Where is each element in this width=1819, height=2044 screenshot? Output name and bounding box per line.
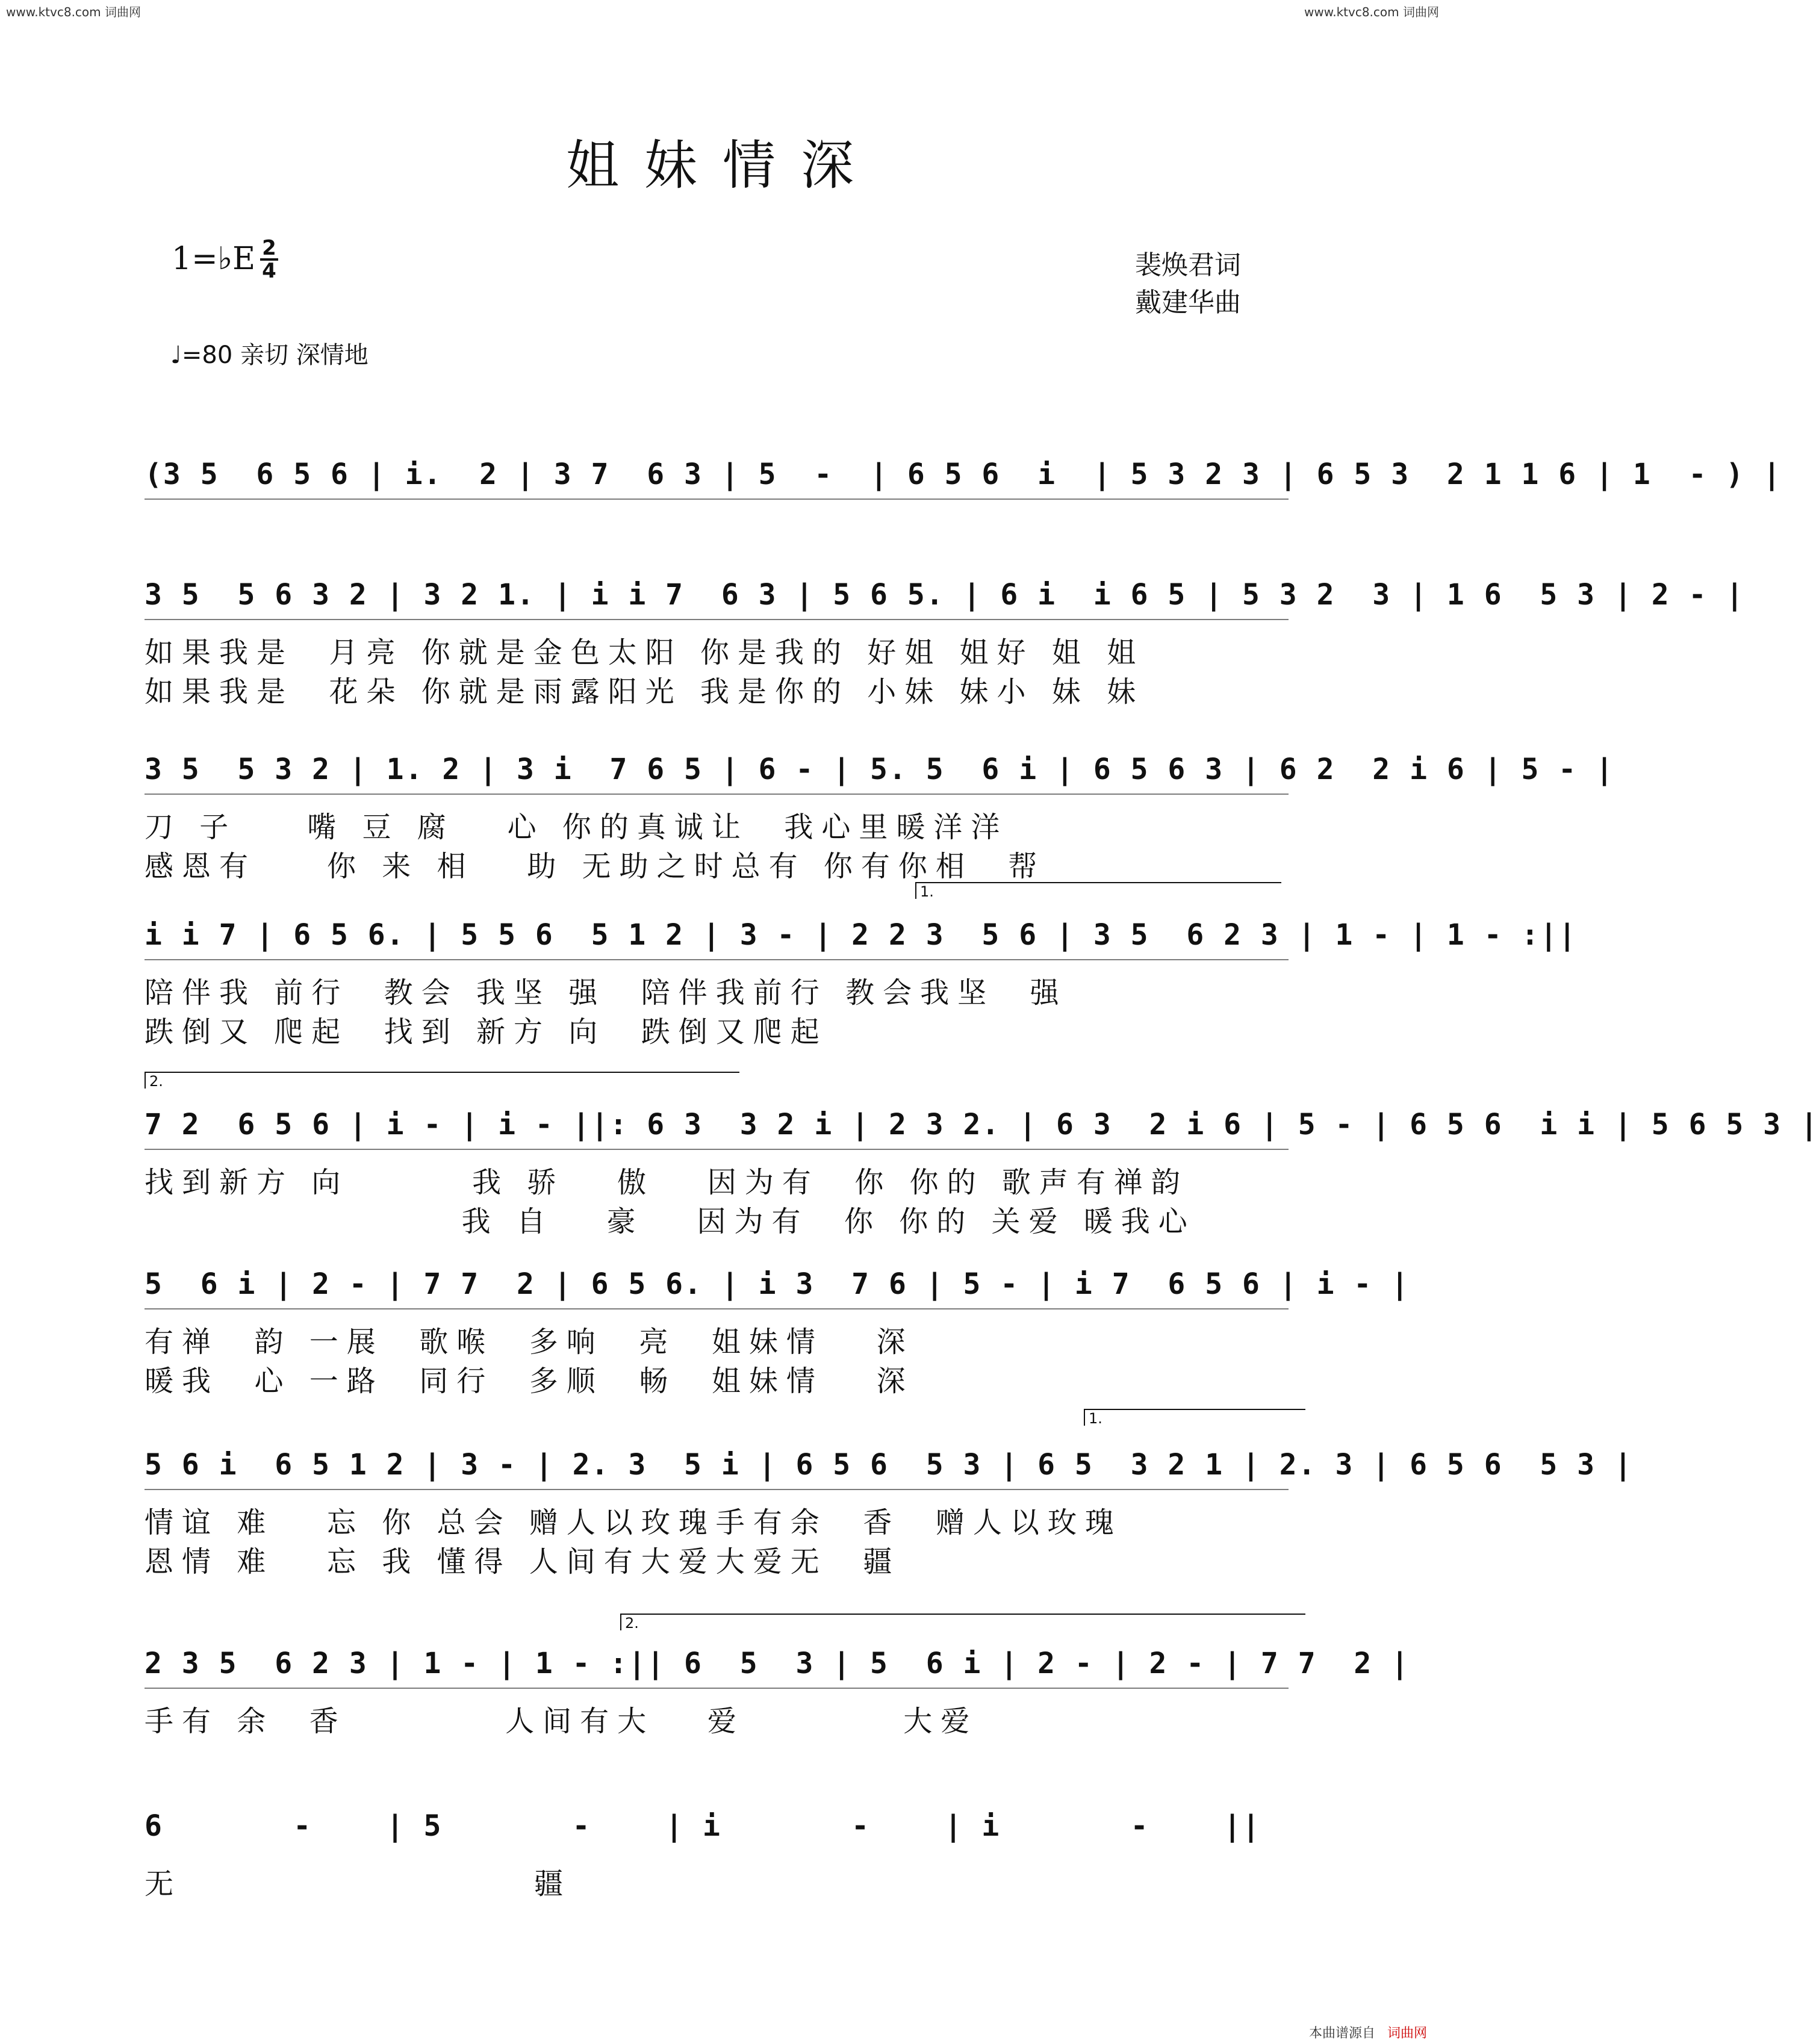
underline [145, 499, 1289, 500]
notation-line: 5 6 i | 2 - | 7 7 2 | 6 5 6. | i 3 7 6 | 5 - | i 7 6 5 6 | i - | [145, 1267, 1410, 1301]
score-row-6 [145, 1267, 1410, 1406]
underline [145, 959, 1289, 960]
lyrics-verse-1: 情谊 难 忘 你 总会 赠人以玫瑰手有余 香 赠人以玫瑰 [145, 1506, 1122, 1539]
watermark-top-left: www.ktvc8.com 词曲网 [6, 5, 141, 19]
underline [145, 1688, 1289, 1689]
underline [145, 1149, 1289, 1150]
tempo-marking: ♩=80 亲切 深情地 [170, 341, 368, 369]
score-title: 姐妹情深 [565, 134, 879, 196]
lyrics-verse-2: 我 自 豪 因为有 你 你的 关爱 暖我心 [145, 1205, 1196, 1238]
lyrics-verse-1: 陪伴我 前行 教会 我坚 强 陪伴我前行 教会我坚 强 [145, 976, 1068, 1010]
footer-site-logo: 词曲网 [1387, 2026, 1427, 2041]
time-signature [260, 238, 278, 281]
lyrics-verse-1: 有禅 韵 一展 歌喉 多响 亮 姐妹情 深 [145, 1325, 914, 1359]
lyricist: 裴焕君词 [1135, 250, 1241, 281]
lyrics-verse-1: 无 疆 [145, 1867, 572, 1901]
score-row-3 [145, 753, 1614, 891]
score-row-4 [145, 883, 1578, 1063]
volta-bracket: 2. [145, 1072, 739, 1089]
score-row-1 [145, 458, 1782, 542]
lyrics-verse-2: 感恩有 你 来 相 助 无助之时总有 你有你相 帮 [145, 850, 1046, 883]
volta-bracket: 1. [1084, 1409, 1305, 1426]
notation-line: (3 5 6 5 6 | i. 2 | 3 7 6 3 | 5 - | 6 5 6 i | 5 3 2 3 | 6 5 3 2 1 1 6 | 1 - ) | [145, 458, 1782, 491]
notation-line: 3 5 5 6 3 2 | 3 2 1. | i i 7 6 3 | 5 6 5. | 6 i i 6 5 | 5 3 2 3 | 1 6 5 3 | 2 - | [145, 578, 1745, 612]
score-row-2 [145, 578, 1745, 716]
score-row-8 [145, 1615, 1410, 1749]
underline [145, 619, 1289, 620]
notation-line: 7 2 6 5 6 | i - | i - ||: 6 3 3 2 i | 2 3 2. | 6 3 2 i 6 | 5 - | 6 5 6 i i | 5 6 5 3 | [145, 1108, 1819, 1142]
notation-line: 2 3 5 6 2 3 | 1 - | 1 - :|| 6 5 3 | 5 6 i | 2 - | 2 - | 7 7 2 | [145, 1647, 1410, 1680]
footer-watermark [1309, 2023, 1427, 2042]
time-numerator: 2 [262, 236, 276, 260]
score-row-7 [145, 1410, 1633, 1586]
lyrics-verse-2: 跌倒又 爬起 找到 新方 向 跌倒又爬起 [145, 1015, 828, 1049]
lyrics-verse-2: 暖我 心 一路 同行 多顺 畅 姐妹情 深 [145, 1364, 914, 1398]
composer: 戴建华曲 [1135, 287, 1241, 318]
lyrics-verse-1: 如果我是 月亮 你就是金色太阳 你是我的 好姐 姐好 姐 姐 [145, 636, 1145, 669]
lyrics-verse-1: 找到新方 向 我 骄 傲 因为有 你 你的 歌声有禅韵 [145, 1166, 1189, 1199]
notation-line: 6 - | 5 - | i - | i - || [145, 1809, 1261, 1843]
lyrics-verse-1: 手有 余 香 人间有大 爱 大爱 [145, 1704, 978, 1738]
lyrics-verse-1: 刀 子 嘴 豆 腐 心 你的真诚让 我心里暖洋洋 [145, 810, 1009, 844]
notation-line: i i 7 | 6 5 6. | 5 5 6 5 1 2 | 3 - | 2 2 3 5 6 | 3 5 6 2 3 | 1 - | 1 - :|| [145, 918, 1578, 952]
score-row-9 [145, 1809, 1319, 1900]
underline [145, 794, 1289, 795]
time-denominator: 4 [262, 259, 276, 283]
score-row-5 [145, 1073, 1819, 1252]
footer-source-text: 本曲谱源自 [1308, 2026, 1375, 2041]
underline [145, 1489, 1289, 1490]
lyrics-verse-2: 恩情 难 忘 我 懂得 人间有大爱大爱无 疆 [145, 1545, 901, 1579]
notation-line: 3 5 5 3 2 | 1. 2 | 3 i 7 6 5 | 6 - | 5. 5 6 i | 6 5 6 3 | 6 2 2 i 6 | 5 - | [145, 753, 1614, 786]
notation-line: 5 6 i 6 5 1 2 | 3 - | 2. 3 5 i | 6 5 6 5 3 | 6 5 3 2 1 | 2. 3 | 6 5 6 5 3 | [145, 1448, 1633, 1482]
credits [1135, 247, 1241, 322]
watermark-top-right: www.ktvc8.com 词曲网 [1304, 5, 1439, 19]
volta-bracket: 2. [620, 1614, 1305, 1630]
volta-bracket: 1. [915, 882, 1281, 899]
underline [145, 1308, 1289, 1309]
lyrics-verse-2: 如果我是 花朵 你就是雨露阳光 我是你的 小妹 妹小 妹 妹 [145, 675, 1145, 709]
key-signature: 1=♭E [172, 241, 256, 277]
